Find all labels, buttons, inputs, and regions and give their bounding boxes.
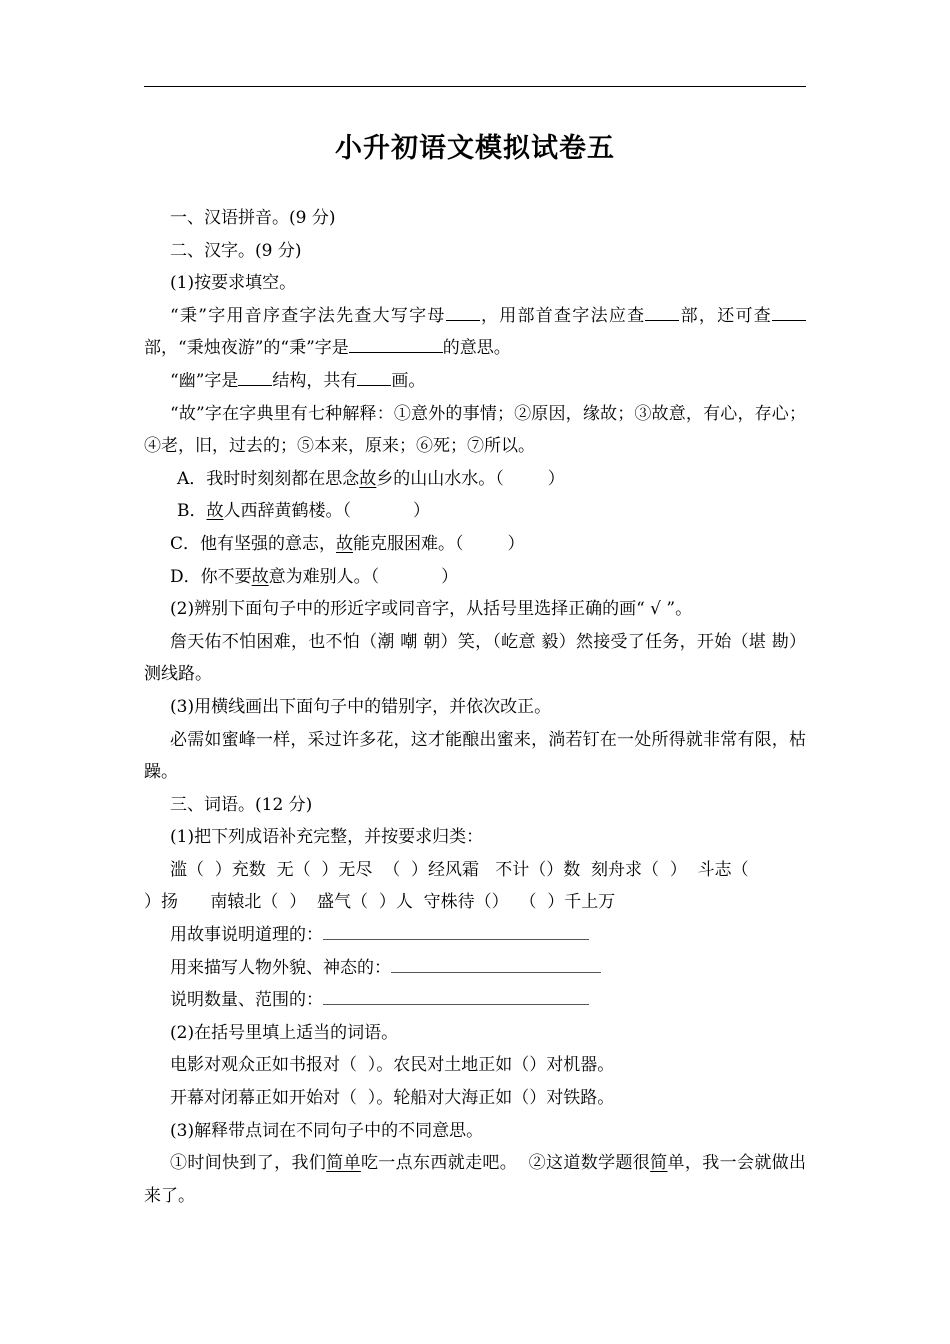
answer-blank[interactable]	[349, 336, 443, 353]
question-you: “幽”字是 结构，共有 画。	[170, 370, 426, 391]
section-words-heading: 三、词语。(12 分)	[170, 794, 313, 815]
subquestion-3-1: (1)把下列成语补充完整，并按要求归类：	[170, 827, 484, 848]
question-jiandan: ①时间快到了，我们简单吃一点东西就走吧。 ②这道数学题很简单，我一会就做出来了。	[144, 1153, 807, 1206]
question-mi: 必需如蜜峰一样，采过许多花，这才能酿出蜜来，淌若钉在一处所得就非常有限，枯躁。	[144, 729, 806, 783]
answer-blank[interactable]	[772, 304, 806, 321]
option-b: B．故人西辞黄鹤楼。（ ）	[177, 501, 430, 522]
category-story: 用故事说明道理的：	[144, 919, 806, 952]
gu-definitions: “故”字在字典里有七种解释：①意外的事情；②原因，缘故；③故意，有心，存心；④老，旧，过去的；⑤本来，原来；⑥死；⑦所以。	[144, 403, 806, 457]
header-rule	[144, 86, 806, 87]
subquestion-2-1: (1)按要求填空。	[170, 273, 297, 294]
subquestion-3-3: (3)解释带点词在不同句子中的不同意思。	[170, 1120, 484, 1141]
subquestion-3-2: (2)在括号里填上适当的词语。	[170, 1022, 399, 1043]
answer-line[interactable]	[391, 958, 601, 973]
option-c: C．他有坚强的意志，故能克服困难。（ ）	[170, 533, 525, 554]
idioms-line-2: ）扬 南辕北（ ） 盛气（ ）人 守株待（） （ ）千上万	[144, 892, 616, 913]
fill-line-2: 开幕对闭幕正如开始对（ ）。轮船对大海正如（）对铁路。	[170, 1088, 615, 1109]
subquestion-2-3: (3)用横线画出下面句子中的错别字，并依次改正。	[170, 696, 552, 717]
question-zhan: 詹天佑不怕困难，也不怕（潮 嘲 朝）笑，（屹意 毅）然接受了任务，开始（堪 勘）测线路。	[144, 631, 806, 685]
exam-body	[144, 202, 806, 1212]
answer-blank[interactable]	[446, 304, 480, 321]
category-appearance: 用来描写人物外貌、神态的：	[144, 952, 806, 985]
section-pinyin-heading: 一、汉语拼音。(9 分)	[170, 208, 336, 228]
answer-blank[interactable]	[645, 304, 679, 321]
idioms-line-1: 滥（ ）充数 无（ ）无尽 （ ）经风霜 不计（）数 刻舟求（ ） 斗志（	[170, 859, 749, 880]
exam-page	[144, 0, 806, 1344]
answer-blank[interactable]	[357, 369, 391, 386]
category-quantity: 说明数量、范围的：	[144, 984, 806, 1017]
question-bing: “秉”字用音序查字法先查大写字母 ，用部首查字法应查 部，还可查部，“秉烛夜游”的“秉”字是 的意思。	[144, 300, 806, 365]
answer-blank[interactable]	[238, 369, 272, 386]
answer-line[interactable]	[323, 990, 589, 1005]
subquestion-2-2: (2)辨别下面句子中的形近字或同音字，从括号里选择正确的画“ √ ”。	[170, 599, 693, 620]
fill-line-1: 电影对观众正如书报对（ ）。农民对土地正如（）对机器。	[170, 1055, 615, 1076]
option-d: D．你不要故意为难别人。（ ）	[170, 566, 459, 587]
option-a: A．我时时刻刻都在思念故乡的山山水水。（ ）	[177, 468, 565, 489]
section-hanzi-heading: 二、汉字。(9 分)	[170, 240, 302, 261]
answer-line[interactable]	[323, 925, 589, 940]
page-title: 小升初语文模拟试卷五	[335, 133, 615, 164]
